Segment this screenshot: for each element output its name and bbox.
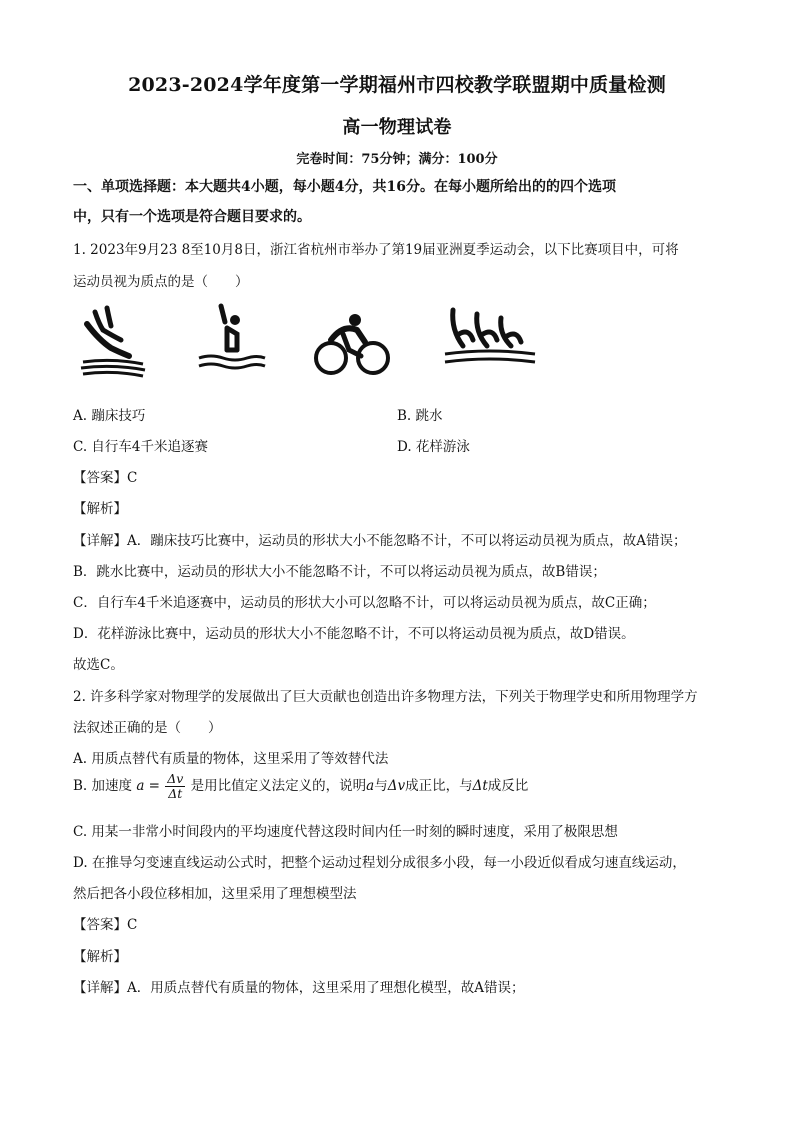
q2-option-c: C. 用某一非常小时间段内的平均速度代替这段时间内任一时刻的瞬时速度，采用了极限思想 <box>73 824 618 840</box>
q2-answer: 【答案】C <box>73 917 138 933</box>
q2-option-b-var-a: a <box>366 778 375 794</box>
q1-option-d: D. 花样游泳 <box>397 439 470 455</box>
q2-option-b-prefix: B. 加速度 <box>73 778 133 794</box>
exam-subtitle: 高一物理试卷 <box>342 117 452 138</box>
q1-option-c: C. 自行车4千米追逐赛 <box>73 439 209 455</box>
q2-detail-a: 【详解】A．用质点替代有质量的物体，这里采用了理想化模型，故A错误； <box>73 980 525 996</box>
q2-option-b-var-dv: Δv <box>387 778 406 794</box>
q1-answer: 【答案】C <box>73 470 138 486</box>
section-heading-line1: 一、单项选择题：本大题共4小题，每小题4分，共16分。在每小题所给出的的四个选项 <box>73 179 616 195</box>
q1-detail-d: D．花样游泳比赛中，运动员的形状大小不能忽略不计，不可以将运动员视为质点，故D错误。 <box>73 626 635 642</box>
diving-icon <box>191 300 271 380</box>
q2-option-b-var-dt: Δt <box>472 778 488 794</box>
q1-option-a: A. 蹦床技巧 <box>73 408 146 424</box>
q2-option-d-line2: 然后把各小段位移相加，这里采用了理想模型法 <box>73 886 357 902</box>
q1-option-b: B. 跳水 <box>397 408 443 424</box>
fraction-denominator: Δt <box>168 786 183 801</box>
trampoline-icon <box>73 300 153 380</box>
q2-option-a: A. 用质点替代有质量的物体，这里采用了等效替代法 <box>73 751 389 767</box>
q1-analysis-label: 【解析】 <box>73 501 127 517</box>
q1-detail-b: B．跳水比赛中，运动员的形状大小不能忽略不计，不可以将运动员视为质点，故B错误； <box>73 564 606 580</box>
cycling-icon <box>309 300 393 382</box>
q2-option-b-text2: 与 <box>374 778 388 794</box>
q2-analysis-label: 【解析】 <box>73 949 127 965</box>
fraction-numerator: Δv <box>167 771 184 786</box>
q2-stem-line2: 法叙述正确的是（ ） <box>73 720 222 736</box>
q1-conclusion: 故选C。 <box>73 657 124 673</box>
q1-stem-line1: 1. 2023年9月23 8至10月8日，浙江省杭州市举办了第19届亚洲夏季运动会，以下比赛项目中，可将 <box>73 242 679 258</box>
q2-option-b <box>73 772 733 801</box>
exam-info: 完卷时间：75分钟；满分：100分 <box>296 152 498 167</box>
q1-detail-a: 【详解】A．蹦床技巧比赛中，运动员的形状大小不能忽略不计，不可以将运动员视为质点，故A错误； <box>73 533 687 549</box>
q1-detail-c: C．自行车4千米追逐赛中，运动员的形状大小可以忽略不计，可以将运动员视为质点，故C正确； <box>73 595 656 611</box>
section-heading-line2: 中，只有一个选项是符合题目要求的。 <box>73 209 311 225</box>
synchronized-swimming-icon <box>439 300 539 380</box>
q2-option-b-text3: 成正比，与 <box>405 778 473 794</box>
acceleration-fraction <box>165 772 185 801</box>
sport-pictograms <box>73 300 553 382</box>
q2-stem-line1: 2. 许多科学家对物理学的发展做出了巨大贡献也创造出许多物理方法，下列关于物理学史和所用物理学方 <box>73 689 698 705</box>
exam-title: 2023-2024学年度第一学期福州市四校教学联盟期中质量检测 <box>128 74 666 96</box>
q2-option-b-text1: 是用比值定义法定义的，说明 <box>190 778 367 794</box>
q2-option-d-line1: D. 在推导匀变速直线运动公式时，把整个运动过程划分成很多小段，每一小段近似看成匀速直线运动， <box>73 855 686 871</box>
q1-stem-line2: 运动员视为质点的是（ ） <box>73 274 249 290</box>
q2-option-b-text4: 成反比 <box>487 778 529 794</box>
q2-option-b-lhs: a = <box>136 778 160 794</box>
